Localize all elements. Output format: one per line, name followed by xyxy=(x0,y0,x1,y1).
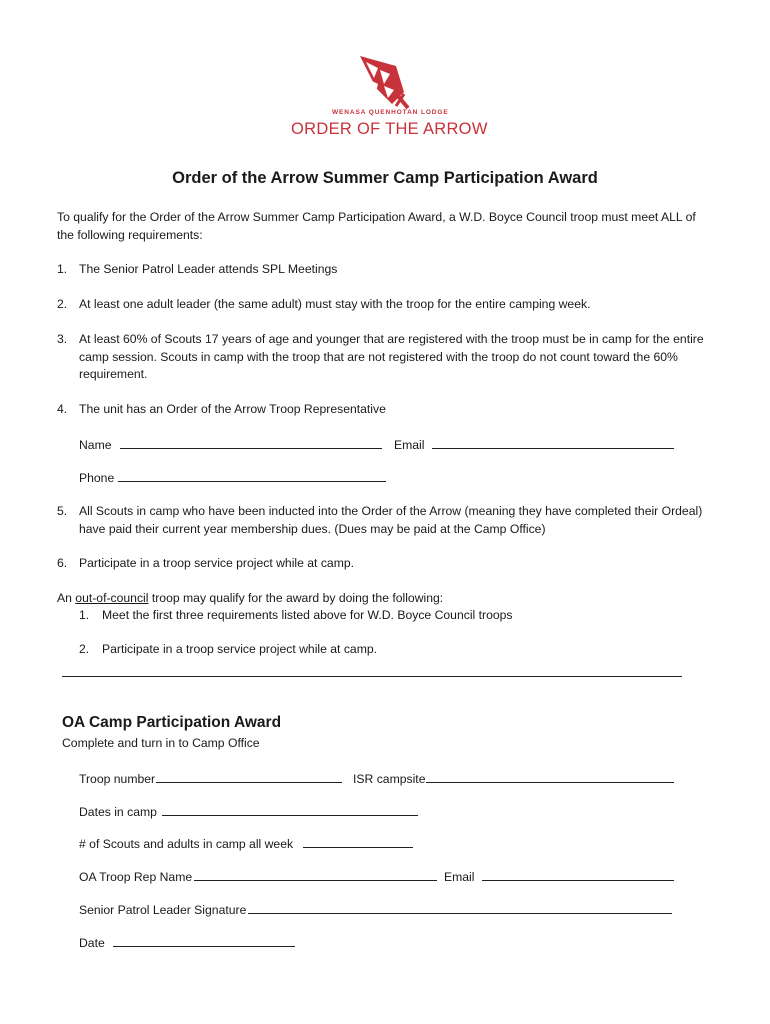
rep-name-field[interactable] xyxy=(79,436,382,455)
email-label: Email xyxy=(394,438,425,452)
oa-rep-name-line[interactable] xyxy=(194,868,437,881)
phone-label: Phone xyxy=(79,471,115,485)
rep-phone-field[interactable] xyxy=(79,469,386,488)
out-of-council-link[interactable]: out-of-council xyxy=(75,591,149,605)
requirement-number: 5. xyxy=(57,504,68,518)
rep-email-field[interactable] xyxy=(394,436,674,455)
org-name: ORDER OF THE ARROW xyxy=(291,120,488,138)
ooc-item-text: Meet the first three requirements listed above for W.D. Boyce Council troops xyxy=(102,608,513,622)
oa-logo xyxy=(280,48,490,140)
dates-line[interactable] xyxy=(162,803,418,816)
requirement-text: The Senior Patrol Leader attends SPL Meetings xyxy=(79,262,338,276)
date-line[interactable] xyxy=(113,934,295,947)
date-label: Date xyxy=(79,936,105,950)
oa-rep-email-label: Email xyxy=(444,870,475,884)
requirement-number: 3. xyxy=(57,332,68,346)
ooc-prefix: An xyxy=(57,591,76,605)
requirement-text: At least 60% of Scouts 17 years of age and younger that are registered with the troop must be in camp for the entire camp session. Scouts in camp with the troop that are not registered with the troop do not count toward the 60% requirement. xyxy=(79,332,704,381)
dates-label: Dates in camp xyxy=(79,805,157,819)
troop-number-label: Troop number xyxy=(79,772,156,786)
ooc-item-text: Participate in a troop service project while at camp. xyxy=(102,642,378,656)
requirement-text: At least one adult leader (the same adult) must stay with the troop for the entire camping week. xyxy=(79,297,591,311)
scouts-count-label: # of Scouts and adults in camp all week xyxy=(79,837,294,851)
isr-campsite-field[interactable] xyxy=(353,770,674,789)
requirement-number: 1. xyxy=(57,262,68,276)
date-field[interactable] xyxy=(79,934,295,953)
dates-field[interactable] xyxy=(79,803,418,822)
requirement-text: Participate in a troop service project while at camp. xyxy=(79,556,355,570)
requirement-number: 6. xyxy=(57,556,68,570)
form-subheading: Complete and turn in to Camp Office xyxy=(62,736,260,750)
isr-campsite-line[interactable] xyxy=(426,770,674,783)
out-of-council-intro xyxy=(57,590,443,608)
name-label: Name xyxy=(79,438,112,452)
oa-rep-name-label: OA Troop Rep Name xyxy=(79,870,193,884)
spl-signature-line[interactable] xyxy=(248,901,672,914)
oa-rep-email-field[interactable] xyxy=(444,868,674,887)
spl-signature-field[interactable] xyxy=(79,901,672,920)
ooc-suffix: troop may qualify for the award by doing the following: xyxy=(148,591,444,605)
phone-line[interactable] xyxy=(118,469,386,482)
scouts-count-line[interactable] xyxy=(303,835,413,848)
requirement-number: 4. xyxy=(57,402,68,416)
form-heading: OA Camp Participation Award xyxy=(62,714,282,731)
spl-signature-label: Senior Patrol Leader Signature xyxy=(79,903,247,917)
scouts-count-field[interactable] xyxy=(79,835,413,854)
requirement-number: 2. xyxy=(57,297,68,311)
name-line[interactable] xyxy=(120,436,382,449)
requirement-text: All Scouts in camp who have been inducted into the Order of the Arrow (meaning they have completed their Ordeal) have paid their current year membership dues. (Dues may be paid at the Camp Office) xyxy=(79,504,703,536)
ooc-item-number: 2. xyxy=(79,642,90,656)
email-line[interactable] xyxy=(432,436,674,449)
lodge-name: WENASA QUENHOTAN LODGE xyxy=(332,109,449,116)
section-divider xyxy=(62,676,682,677)
ooc-item-number: 1. xyxy=(79,608,90,622)
page-title: Order of the Arrow Summer Camp Participation Award xyxy=(172,169,598,187)
requirement-text: The unit has an Order of the Arrow Troop Representative xyxy=(79,402,386,416)
troop-number-line[interactable] xyxy=(156,770,342,783)
intro-text: To qualify for the Order of the Arrow Summer Camp Participation Award, a W.D. Boyce Council troop must meet ALL of the following requirements: xyxy=(57,210,696,242)
troop-number-field[interactable] xyxy=(79,770,342,789)
isr-campsite-label: ISR campsite xyxy=(353,772,426,786)
oa-rep-email-line[interactable] xyxy=(482,868,674,881)
arrowhead-logo-icon xyxy=(356,52,416,110)
oa-rep-name-field[interactable] xyxy=(79,868,437,887)
